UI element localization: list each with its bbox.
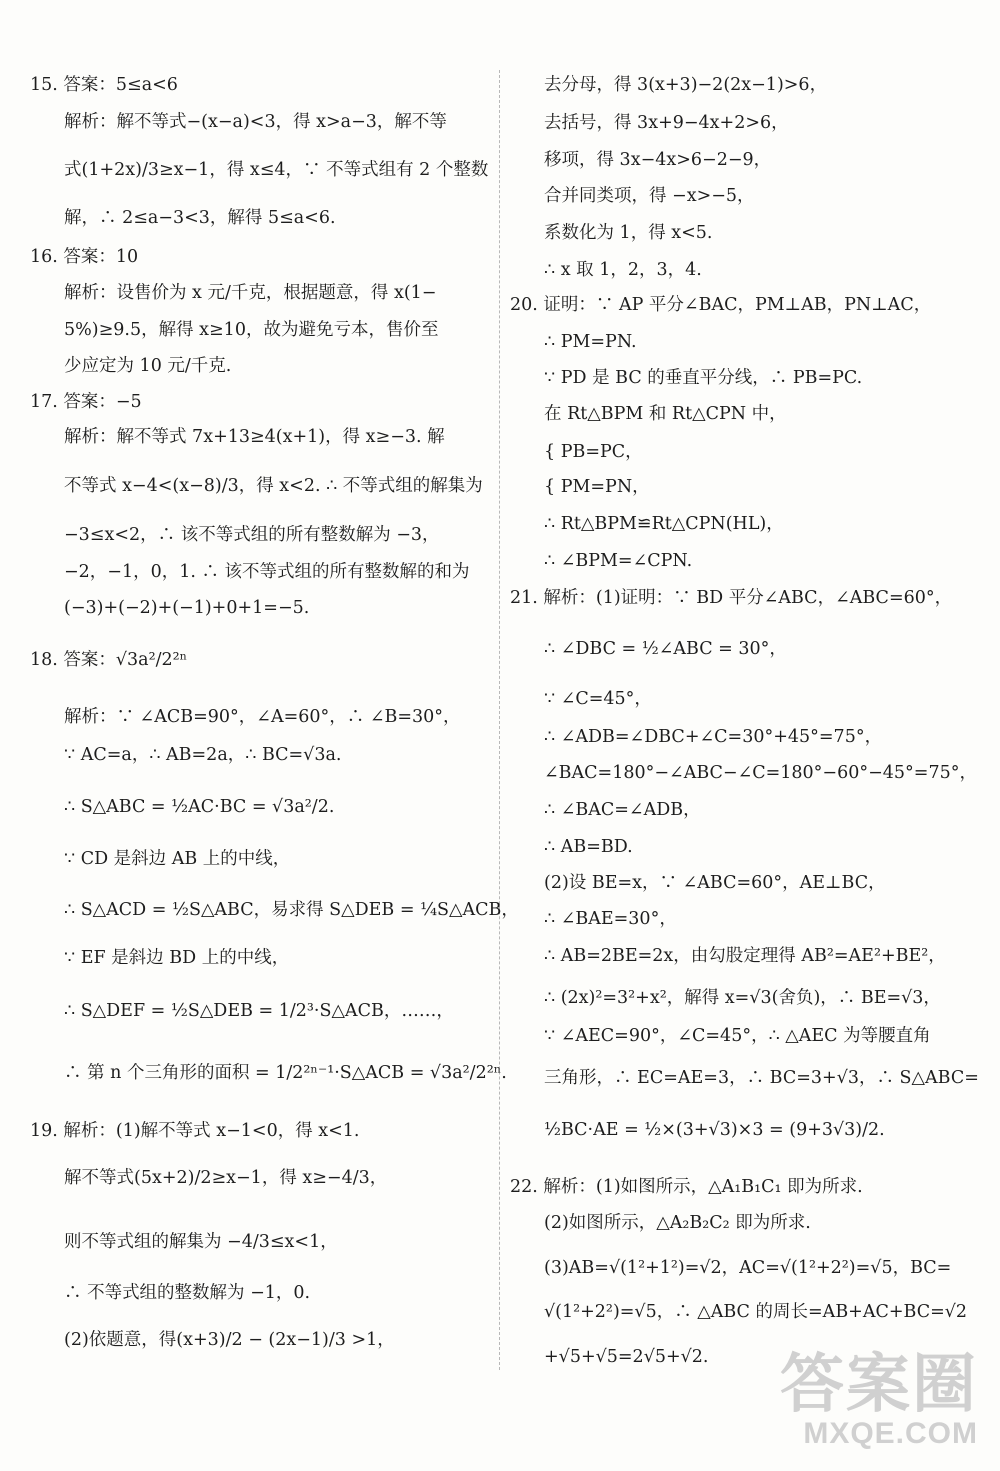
text-line: ∴ S△ACD = ½S△ABC，易求得 S△DEB = ¼S△ACB， [64,900,519,920]
text-line: 少应定为 10 元/千克. [64,356,232,376]
text-line: 解析：解不等式 7x+13≥4(x+1)，得 x≥−3. 解 [64,427,445,447]
text-line: ∵ AC=a，∴ AB=2a，∴ BC=√3a. [64,745,342,765]
text-line: 系数化为 1，得 x<5. [544,223,713,243]
text-line: ∴ (2x)²=3²+x²，解得 x=√3(舍负)，∴ BE=√3， [544,988,941,1008]
text-line: ∴ ∠BPM=∠CPN. [544,551,693,571]
text-line: ∴ ∠ADB=∠DBC+∠C=30°+45°=75°， [544,727,883,747]
text-line: ∴ x 取 1，2，3，4. [544,260,702,280]
column-divider [499,70,500,1370]
text-line: ∴ ∠BAE=30°， [544,909,677,929]
text-line: 16. 答案：10 [30,247,139,267]
text-line: 在 Rt△BPM 和 Rt△CPN 中， [544,404,787,424]
text-line: 解析：设售价为 x 元/千克，根据题意，得 x(1− [64,283,437,303]
text-line: ∠BAC=180°−∠ABC−∠C=180°−60°−45°=75°， [544,763,977,783]
text-line: 移项，得 3x−4x>6−2−9， [544,150,772,170]
text-line: ∵ ∠AEC=90°，∠C=45°，∴ △AEC 为等腰直角 [544,1026,931,1046]
text-line: { PM=PN， [544,477,650,497]
text-line: ∴ 第 n 个三角形的面积 = 1/2²ⁿ⁻¹·S△ACB = √3a²/2²ⁿ. [64,1063,507,1083]
text-line: 解，∴ 2≤a−3<3，解得 5≤a<6. [64,208,336,228]
text-line: ∵ CD 是斜边 AB 上的中线， [64,849,291,869]
text-line: 则不等式组的解集为 −4/3≤x<1， [64,1232,338,1252]
text-line: −3≤x<2，∴ 该不等式组的所有整数解为 −3， [64,525,440,545]
text-line: ∵ ∠C=45°， [544,689,652,709]
text-line: 解析：解不等式−(x−a)<3，得 x>a−3，解不等 [64,112,447,132]
text-line: ∴ AB=2BE=2x，由勾股定理得 AB²=AE²+BE²， [544,946,946,966]
text-line: ∴ PM=PN. [544,332,637,352]
text-line: 不等式 x−4<(x−8)/3，得 x<2. ∴ 不等式组的解集为 [64,476,483,496]
text-line: 5%)≥9.5，解得 x≥10，故为避免亏本，售价至 [64,320,439,340]
text-line: 去分母，得 3(x+3)−2(2x−1)>6， [544,75,828,95]
text-line: ½BC·AE = ½×(3+√3)×3 = (9+3√3)/2. [544,1120,885,1140]
text-line: ∴ S△DEF = ½S△DEB = 1/2³·S△ACB，……， [64,1001,454,1021]
text-line: 合并同类项，得 −x>−5， [544,186,755,206]
text-line: 19. 解析：(1)解不等式 x−1<0，得 x<1. [30,1121,360,1141]
text-line: (−3)+(−2)+(−1)+0+1=−5. [64,598,310,618]
text-line: 式(1+2x)/3≥x−1，得 x≤4，∵ 不等式组有 2 个整数 [64,160,489,180]
text-line: ∵ PD 是 BC 的垂直平分线，∴ PB=PC. [544,368,863,388]
text-line: ∵ EF 是斜边 BD 上的中线， [64,948,290,968]
watermark-text: 答案圈 [780,1348,978,1420]
text-line: 去括号，得 3x+9−4x+2>6， [544,113,789,133]
text-line: 18. 答案：√3a²/2²ⁿ [30,650,188,670]
text-line: 20. 证明：∵ AP 平分∠BAC，PM⊥AB，PN⊥AC， [510,295,932,315]
text-line: +√5+√5=2√5+√2. [544,1347,709,1367]
text-line: ∴ AB=BD. [544,837,633,857]
text-line: 解析：∵ ∠ACB=90°，∠A=60°，∴ ∠B=30°， [64,707,461,727]
text-line: ∴ Rt△BPM≌Rt△CPN(HL)， [544,514,784,534]
text-line: 17. 答案：−5 [30,392,142,412]
text-line: (2)如图所示，△A₂B₂C₂ 即为所求. [544,1213,811,1233]
text-line: −2，−1，0，1. ∴ 该不等式组的所有整数解的和为 [64,562,470,582]
text-line: (2)设 BE=x，∵ ∠ABC=60°，AE⊥BC， [544,873,886,893]
text-line: ∴ ∠BAC=∠ADB， [544,800,701,820]
text-line: (3)AB=√(1²+1²)=√2，AC=√(1²+2²)=√5，BC= [544,1258,952,1278]
text-line: ∴ S△ABC = ½AC·BC = √3a²/2. [64,797,335,817]
text-line: 解不等式(5x+2)/2≥x−1，得 x≥−4/3， [64,1168,388,1188]
text-line: (2)依题意，得(x+3)/2 − (2x−1)/3 >1， [64,1330,395,1350]
text-line: √(1²+2²)=√5，∴ △ABC 的周长=AB+AC+BC=√2 [544,1302,968,1322]
text-line: 21. 解析：(1)证明：∵ BD 平分∠ABC，∠ABC=60°， [510,588,953,608]
text-line: ∴ 不等式组的整数解为 −1，0. [64,1283,311,1303]
text-line: 15. 答案：5≤a<6 [30,75,178,95]
watermark-url: MXQE.COM [803,1417,978,1450]
text-line: 三角形，∴ EC=AE=3，∴ BC=3+√3，∴ S△ABC= [544,1068,979,1088]
text-line: ∴ ∠DBC = ½∠ABC = 30°， [544,639,787,659]
text-line: 22. 解析：(1)如图所示，△A₁B₁C₁ 即为所求. [510,1177,863,1197]
watermark-logo [780,1348,978,1451]
text-line: { PB=PC， [544,442,643,462]
